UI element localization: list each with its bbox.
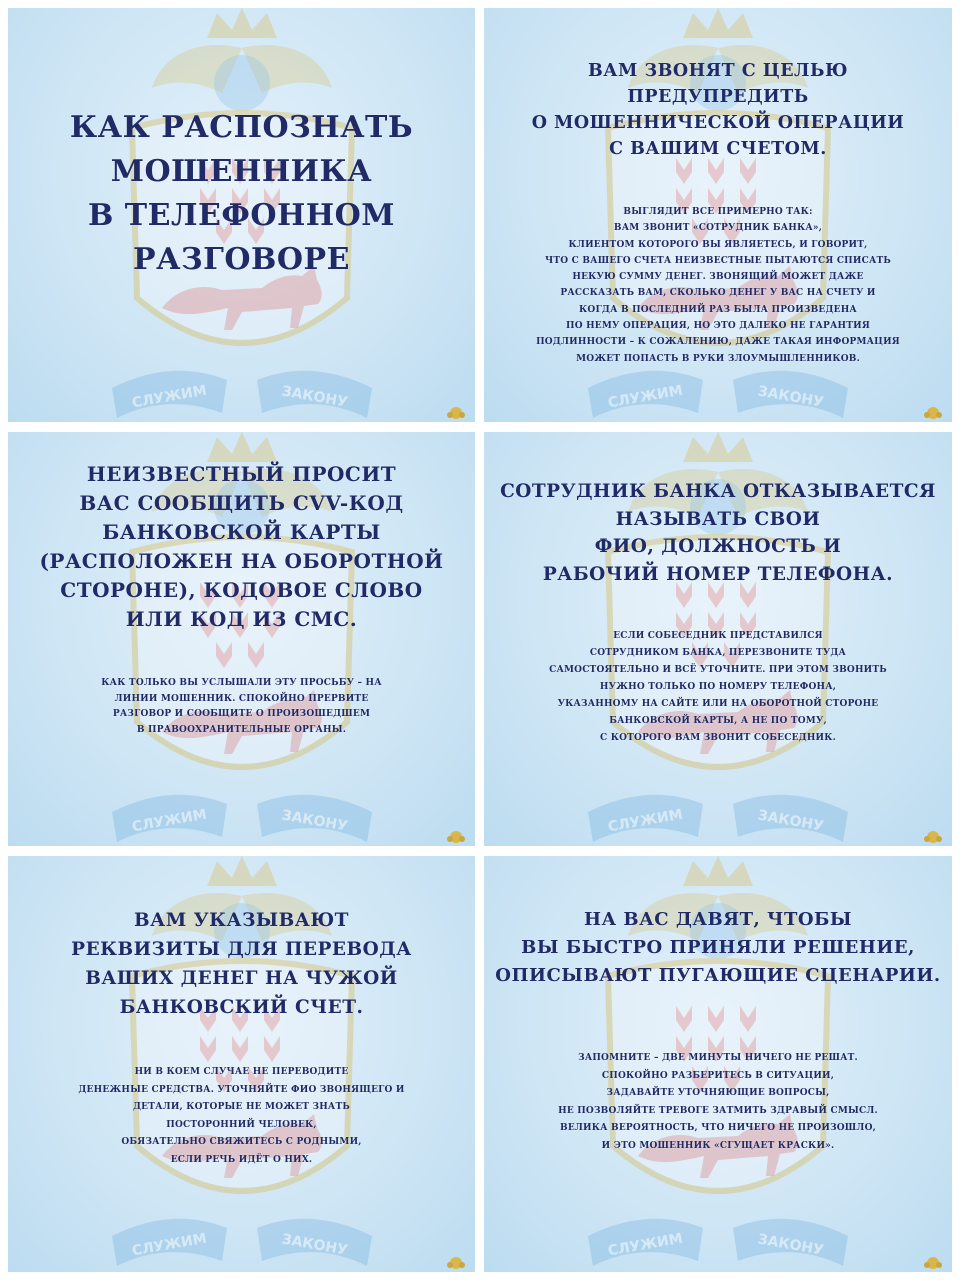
body-line: ЕСЛИ РЕЧЬ ИДЁТ О НИХ.: [170, 1154, 313, 1165]
body-line: КОГДА В ПОСЛЕДНИЙ РАЗ БЫЛА ПРОИЗВЕДЕНА: [579, 304, 857, 315]
title-line: ВЫ БЫСТРО ПРИНЯЛИ РЕШЕНИЕ,: [521, 937, 915, 958]
body-line: СПОКОЙНО РАЗБЕРИТЕСЬ В СИТУАЦИИ,: [601, 1070, 835, 1081]
body-line: И ЭТО МОШЕННИК «СГУЩАЕТ КРАСКИ».: [601, 1140, 835, 1151]
slide-body: [494, 1050, 942, 1155]
star-emblem-icon: [922, 826, 944, 844]
title-line: НЕИЗВЕСТНЫЙ ПРОСИТ: [86, 462, 397, 486]
body-line: ВАМ ЗВОНИТ «СОТРУДНИК БАНКА»,: [613, 223, 823, 234]
title-line: РАЗГОВОРЕ: [133, 242, 350, 277]
body-line: РАЗГОВОР И СООБЩИТЕ О ПРОИЗОШЕДШЕМ: [112, 709, 371, 719]
slide-title: [26, 906, 457, 1022]
title-line: МОШЕННИКА: [110, 154, 373, 189]
body-line: УКАЗАННОМУ НА САЙТЕ ИЛИ НА ОБОРОТНОЙ СТОРОНЕ: [557, 699, 879, 709]
body-line: САМОСТОЯТЕЛЬНО И ВСЁ УТОЧНИТЕ. ПРИ ЭТОМ ЗВОНИТЬ: [549, 665, 887, 675]
slide-2: [484, 8, 952, 422]
title-line: ВАМ УКАЗЫВАЮТ: [134, 910, 349, 931]
body-line: В ПРАВООХРАНИТЕЛЬНЫЕ ОРГАНЫ.: [136, 724, 347, 735]
slide-3: [8, 432, 475, 846]
slide-title: [500, 478, 936, 588]
svg-text:ЗАКОНУ: ЗАКОНУ: [756, 1231, 825, 1259]
body-line: ДЕНЕЖНЫЕ СРЕДСТВА. УТОЧНЯЙТЕ ФИО ЗВОНЯЩЕГО И: [78, 1084, 405, 1095]
title-line: ФИО, ДОЛЖНОСТЬ И: [594, 536, 842, 557]
body-line: ЗАПОМНИТЕ – ДВЕ МИНУТЫ НИЧЕГО НЕ РЕШАТ.: [578, 1053, 858, 1063]
svg-text:ЗАКОНУ: ЗАКОНУ: [279, 807, 349, 835]
body-line: НИ В КОЕМ СЛУЧАЕ НЕ ПЕРЕВОДИТЕ: [134, 1067, 349, 1077]
slide-1: [8, 8, 475, 422]
star-emblem-icon: [445, 1252, 467, 1270]
body-line: МОЖЕТ ПОПАСТЬ В РУКИ ЗЛОУМЫШЛЕННИКОВ.: [576, 353, 860, 364]
body-line: БАНКОВСКОЙ КАРТЫ, А НЕ ПО ТОМУ,: [609, 716, 827, 726]
body-line: ЧТО С ВАШЕГО СЧЕТА НЕИЗВЕСТНЫЕ ПЫТАЮТСЯ СПИСАТЬ: [544, 255, 892, 266]
svg-text:СЛУЖИМ: СЛУЖИМ: [130, 382, 208, 412]
title-line: НАЗЫВАТЬ СВОИ: [615, 508, 821, 530]
title-line: С ВАШИМ СЧЕТОМ.: [609, 139, 827, 159]
title-line: СОТРУДНИК БАНКА ОТКАЗЫВАЕТСЯ: [500, 481, 936, 502]
svg-text:СЛУЖИМ: СЛУЖИМ: [130, 806, 208, 836]
title-line: ВАМ ЗВОНЯТ С ЦЕЛЬЮ: [588, 61, 848, 81]
body-line: ЗАДАВАЙТЕ УТОЧНЯЮЩИЕ ВОПРОСЫ,: [606, 1088, 830, 1098]
slide-title: [494, 906, 942, 990]
slide-body: [28, 676, 455, 738]
svg-text:СЛУЖИМ: СЛУЖИМ: [606, 806, 684, 836]
body-line: ДЕТАЛИ, КОТОРЫЕ НЕ МОЖЕТ ЗНАТЬ: [132, 1102, 350, 1112]
title-line: БАНКОВСКОЙ КАРТЫ: [102, 520, 381, 544]
svg-text:ЗАКОНУ: ЗАКОНУ: [756, 807, 825, 835]
title-line: СТОРОНЕ), КОДОВОЕ СЛОВО: [60, 578, 423, 602]
title-line: БАНКОВСКИЙ СЧЕТ.: [119, 997, 364, 1018]
title-line: В ТЕЛЕФОННОМ: [87, 198, 395, 233]
title-line: КАК РАСПОЗНАТЬ: [69, 110, 414, 145]
body-line: НЕ ПОЗВОЛЯЙТЕ ТРЕВОГЕ ЗАТМИТЬ ЗДРАВЫЙ СМЫСЛ.: [558, 1105, 878, 1116]
body-line: ПОДЛИННОСТИ – К СОЖАЛЕНИЮ, ДАЖЕ ТАКАЯ ИНФОРМАЦИЯ: [536, 337, 900, 348]
slide-body: [26, 1064, 457, 1169]
slide-6: [484, 856, 952, 1272]
slide-title: [504, 58, 932, 162]
body-line: КАК ТОЛЬКО ВЫ УСЛЫШАЛИ ЭТУ ПРОСЬБУ – НА: [101, 678, 382, 688]
slide-body: [504, 204, 932, 367]
title-line: О МОШЕННИЧЕСКОЙ ОПЕРАЦИИ: [531, 113, 905, 133]
star-emblem-icon: [445, 402, 467, 420]
body-line: НУЖНО ТОЛЬКО ПО НОМЕРУ ТЕЛЕФОНА,: [599, 682, 837, 692]
slide-body: [500, 628, 936, 747]
body-line: ОБЯЗАТЕЛЬНО СВЯЖИТЕСЬ С РОДНЫМИ,: [121, 1137, 362, 1147]
title-line: ИЛИ КОД ИЗ СМС.: [125, 607, 358, 631]
body-line: ПО НЕМУ ОПЕРАЦИЯ, НО ЭТО ДАЛЕКО НЕ ГАРАНТИЯ: [566, 321, 870, 332]
title-line: РАБОЧИЙ НОМЕР ТЕЛЕФОНА.: [542, 563, 894, 585]
title-line: РЕКВИЗИТЫ ДЛЯ ПЕРЕВОДА: [71, 939, 412, 960]
body-line: РАССКАЗАТЬ ВАМ, СКОЛЬКО ДЕНЕГ У ВАС НА СЧЕТУ И: [560, 288, 876, 299]
star-emblem-icon: [922, 402, 944, 420]
body-line: ЕСЛИ СОБЕСЕДНИК ПРЕДСТАВИЛСЯ: [613, 631, 823, 641]
title-line: (РАСПОЛОЖЕН НА ОБОРОТНОЙ: [39, 549, 444, 573]
title-line: ВАС СООБЩИТЬ CVV-КОД: [79, 491, 404, 515]
svg-text:СЛУЖИМ: СЛУЖИМ: [606, 382, 684, 412]
title-line: ОПИСЫВАЮТ ПУГАЮЩИЕ СЦЕНАРИИ.: [495, 965, 941, 986]
slide-title: [8, 106, 475, 282]
body-line: ВЫГЛЯДИТ ВСЕ ПРИМЕРНО ТАК:: [623, 207, 813, 217]
svg-text:СЛУЖИМ: СЛУЖИМ: [130, 1230, 208, 1260]
body-line: КЛИЕНТОМ КОТОРОГО ВЫ ЯВЛЯЕТЕСЬ, И ГОВОРИТ,: [568, 239, 868, 250]
star-emblem-icon: [922, 1252, 944, 1270]
slide-title: [28, 460, 455, 634]
title-line: НА ВАС ДАВЯТ, ЧТОБЫ: [583, 909, 853, 930]
title-line: ВАШИХ ДЕНЕГ НА ЧУЖОЙ: [85, 968, 398, 989]
svg-text:ЗАКОНУ: ЗАКОНУ: [279, 1231, 349, 1259]
svg-text:СЛУЖИМ: СЛУЖИМ: [606, 1230, 684, 1260]
svg-text:ЗАКОНУ: ЗАКОНУ: [756, 383, 825, 411]
body-line: С КОТОРОГО ВАМ ЗВОНИТ СОБЕСЕДНИК.: [600, 733, 836, 743]
star-emblem-icon: [445, 826, 467, 844]
slide-5: [8, 856, 475, 1272]
svg-text:ЗАКОНУ: ЗАКОНУ: [279, 383, 349, 411]
title-line: ПРЕДУПРЕДИТЬ: [627, 87, 809, 107]
body-line: НЕКУЮ СУММУ ДЕНЕГ. ЗВОНЯЩИЙ МОЖЕТ ДАЖЕ: [572, 272, 864, 283]
body-line: ЛИНИИ МОШЕННИК. СПОКОЙНО ПРЕРВИТЕ: [114, 693, 369, 704]
body-line: СОТРУДНИКОМ БАНКА, ПЕРЕЗВОНИТЕ ТУДА: [589, 648, 847, 658]
body-line: ПОСТОРОННИЙ ЧЕЛОВЕК,: [166, 1119, 317, 1130]
body-line: ВЕЛИКА ВЕРОЯТНОСТЬ, ЧТО НИЧЕГО НЕ ПРОИЗОШЛО,: [560, 1123, 876, 1133]
slide-4: [484, 432, 952, 846]
